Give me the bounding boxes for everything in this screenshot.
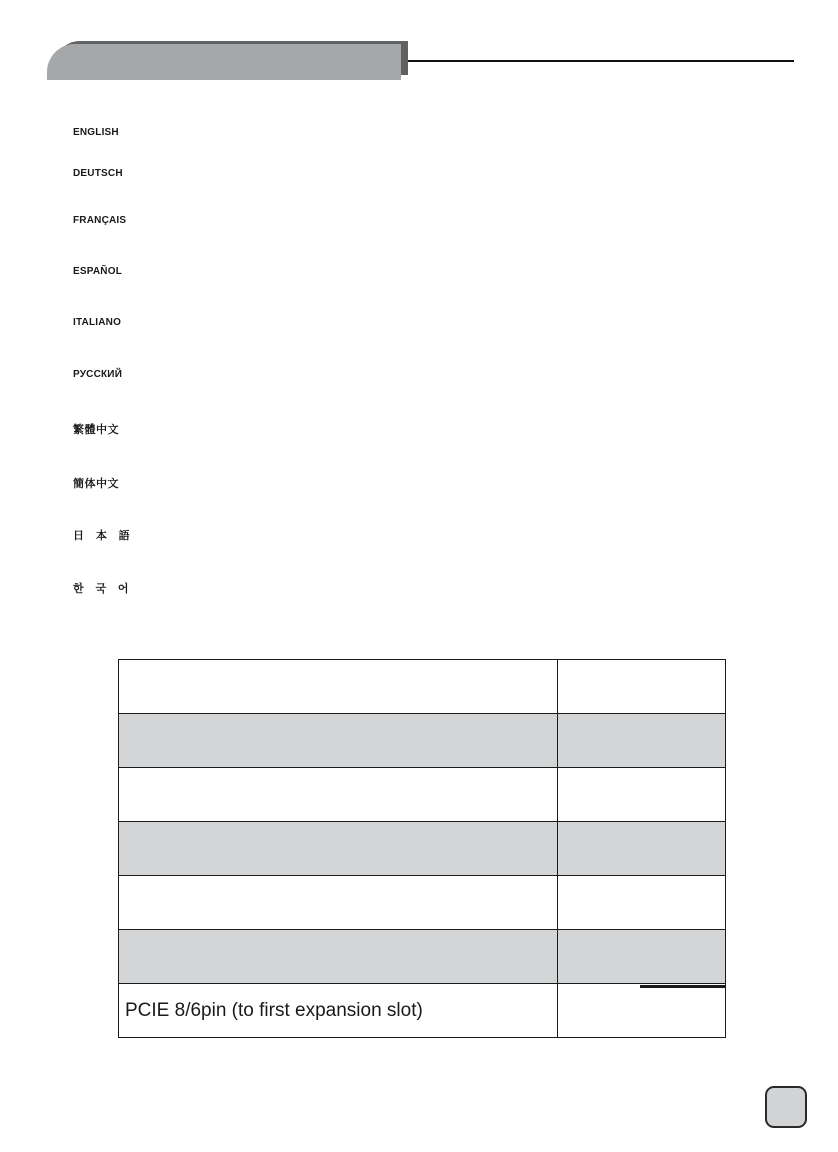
table-cell-value [558,660,726,714]
table-row [119,876,726,930]
table-cell-value [558,930,726,984]
language-francais: FRANÇAIS [73,215,127,226]
table-cell-label [119,768,558,822]
table-row [119,768,726,822]
table-cell-label [119,876,558,930]
table-cell-value [558,876,726,930]
table-row [119,660,726,714]
language-korean: 한 국 어 [73,582,133,595]
language-espanol: ESPAÑOL [73,266,122,277]
table-cell-label: PCIE 8/6pin (to first expansion slot) [119,984,558,1038]
table-row [119,984,726,1038]
language-simplified-chinese: 簡体中文 [73,477,119,490]
table-cell-value [558,984,726,1038]
language-russian: РУССКИЙ [73,369,123,380]
language-deutsch: DEUTSCH [73,168,123,179]
table-cell-label [119,930,558,984]
language-traditional-chinese: 繁體中文 [73,423,119,436]
table-cell-label [119,660,558,714]
table-cell-label [119,822,558,876]
table-row [119,714,726,768]
table-cell-value [558,714,726,768]
language-japanese: 日 本 語 [73,529,134,542]
page-number-badge [765,1086,807,1128]
language-italiano: ITALIANO [73,317,122,328]
table-row-divider-mark [640,985,725,988]
language-english: ENGLISH [73,127,119,138]
table-cell-label [119,714,558,768]
table-cell-value [558,822,726,876]
connector-table [118,659,726,1038]
table-row [119,930,726,984]
table-row [119,822,726,876]
table-cell-value [558,768,726,822]
